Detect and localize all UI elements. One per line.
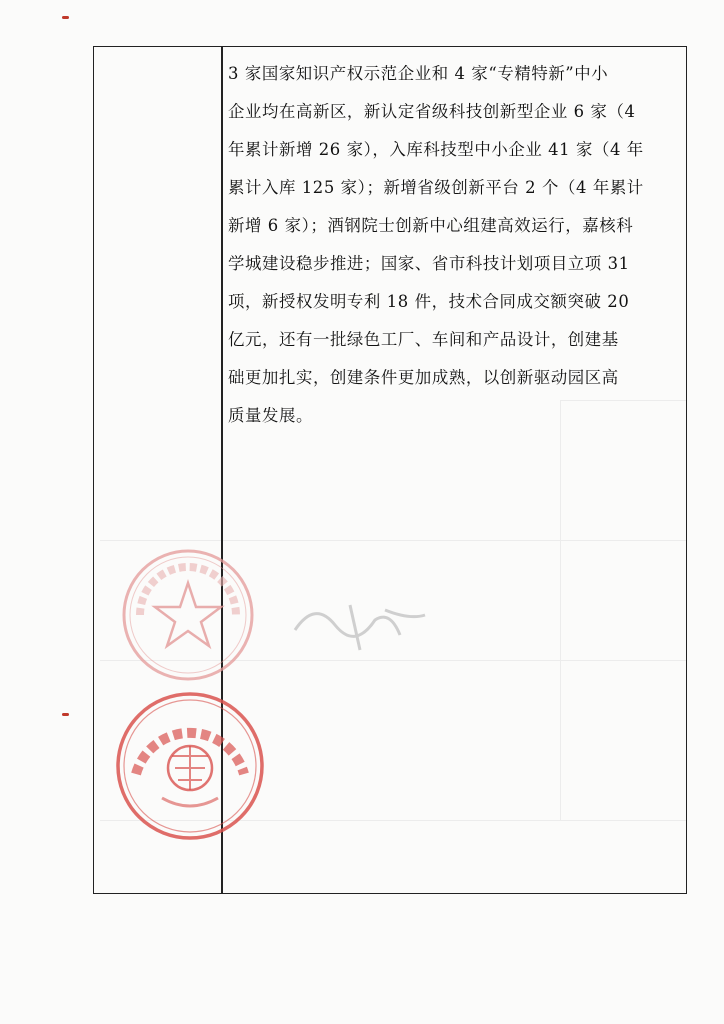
text-line: 亿元，还有一批绿色工厂、车间和产品设计，创建基 [228,330,619,349]
people-government-seal-icon [110,686,270,846]
text-line: 项，新授权发明专利 18 件，技术合同成交额突破 20 [228,292,630,311]
text-line: 础更加扎实，创建条件更加成熟，以创新驱动园区高 [228,368,619,387]
red-mark [62,16,69,19]
text-line: 学城建设稳步推进；国家、省市科技计划项目立项 31 [228,254,630,273]
body-text [228,55,683,435]
text-line: 质量发展。 [228,406,313,425]
text-line: 年累计新增 26 家），入库科技型中小企业 41 家（4 年 [228,140,644,159]
text-line: 企业均在高新区，新认定省级科技创新型企业 6 家（4 [228,102,636,121]
text-line: 3 家国家知识产权示范企业和 4 家“专精特新”中小 [228,64,609,83]
red-mark [62,713,69,716]
official-seal-icon [118,545,258,685]
text-line: 累计入库 125 家）；新增省级创新平台 2 个（4 年累计 [228,178,644,197]
text-line: 新增 6 家）；酒钢院士创新中心组建高效运行，嘉核科 [228,216,634,235]
